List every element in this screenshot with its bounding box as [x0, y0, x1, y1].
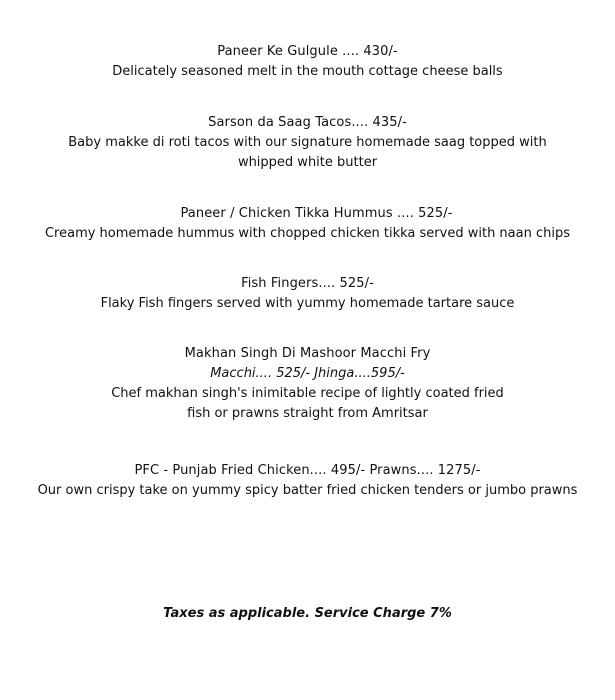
menu-item-description: Baby makke di roti tacos with our signature homemade saag topped with — [68, 135, 547, 150]
menu-item-tikka-hummus — [0, 204, 615, 224]
menu-item-description: Flaky Fish fingers served with yummy homemade tartare sauce — [100, 296, 515, 311]
menu-item-title: Paneer / Chicken Tikka Hummus .... 525/- — [180, 206, 453, 221]
menu-item-description: fish or prawns straight from Amritsar — [187, 406, 428, 421]
menu-item-description: Our own crispy take on yummy spicy batter fried chicken tenders or jumbo prawns — [37, 483, 578, 498]
menu-item-title: PFC - Punjab Fried Chicken.... 495/- Prawns.... 1275/- — [134, 463, 481, 478]
menu-item-description: whipped white butter — [237, 155, 378, 170]
menu-item-title: Makhan Singh Di Mashoor Macchi Fry — [184, 346, 431, 361]
tax-note: Taxes as applicable. Service Charge 7% — [163, 606, 452, 621]
menu-item-description: Creamy homemade hummus with chopped chicken tikka served with naan chips — [44, 226, 571, 241]
menu-item-punjab-fried-chicken — [0, 461, 615, 501]
menu-item-description: Delicately seasoned melt in the mouth cottage cheese balls — [112, 64, 503, 79]
menu-item-description: Chef makhan singh's inimitable recipe of lightly coated fried — [111, 386, 504, 401]
menu-item-macchi-fry — [0, 344, 615, 424]
menu-item-title: Sarson da Saag Tacos.... 435/- — [208, 115, 407, 130]
menu-item-sarson-saag-tacos — [0, 113, 615, 173]
menu-item-fish-fingers — [0, 274, 615, 314]
menu-item-title: Paneer Ke Gulgule .... 430/- — [217, 44, 398, 59]
menu-item-paneer-gulgule — [0, 42, 615, 82]
menu-item-title: Fish Fingers.... 525/- — [241, 276, 374, 291]
menu-item-prices: Macchi.... 525/- Jhinga....595/- — [210, 366, 405, 381]
menu-item-tikka-hummus-desc — [0, 224, 615, 244]
